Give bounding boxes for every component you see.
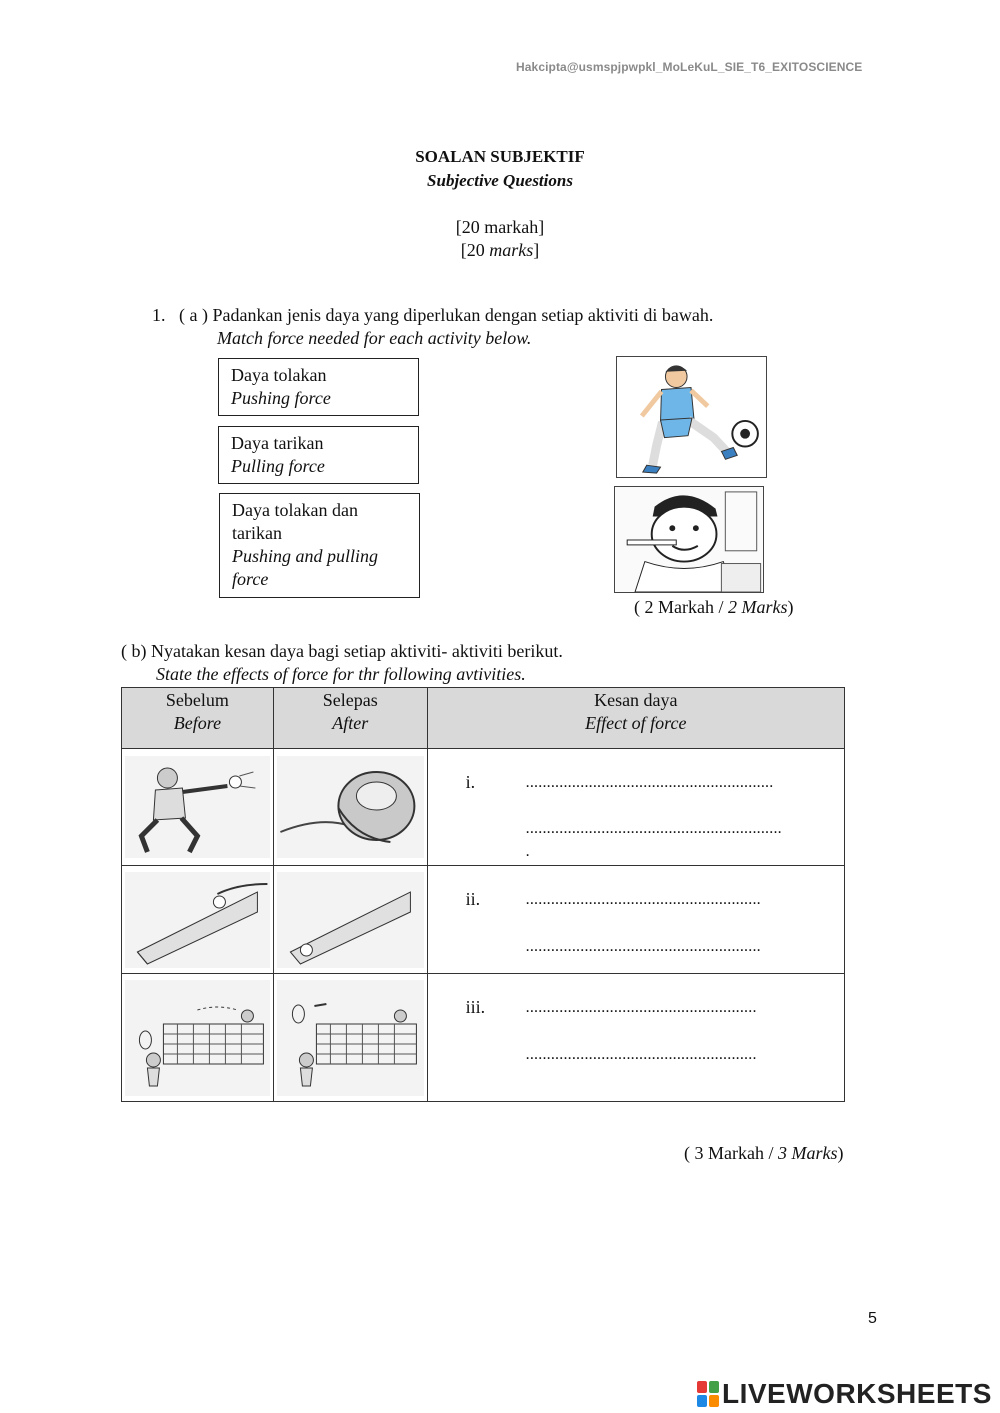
question-1b-translation: State the effects of force for thr following avtivities. (156, 664, 526, 684)
answer-line[interactable]: ....................................................... (525, 1046, 757, 1063)
answer-number: iii. (465, 997, 486, 1017)
answer-line[interactable]: ........................................................... (525, 774, 774, 791)
after-catcher-image (273, 749, 427, 866)
before-ramp-image (122, 866, 274, 974)
answer-line[interactable]: ............................................................. (525, 820, 782, 837)
header-before: Sebelum Before (122, 688, 274, 749)
answer-number: i. (465, 772, 476, 792)
before-badminton-image (122, 974, 274, 1102)
answer-number: ii. (465, 889, 481, 909)
total-marks-ms: [20 markah] (455, 217, 545, 237)
option-label-en: Pulling force (231, 456, 325, 476)
liveworksheets-logo (697, 1378, 992, 1410)
table-header-row (122, 688, 845, 749)
answer-cell-i (427, 749, 844, 866)
header-effect: Kesan daya Effect of force (427, 688, 844, 749)
option-pushing-pulling-force[interactable] (219, 493, 420, 598)
brand-text: LIVEWORKSHEETS (722, 1378, 992, 1409)
total-marks-en: [20 marks] (460, 240, 540, 260)
question-1b-text: ( b) Nyatakan kesan daya bagi setiap aktiviti- aktiviti berikut. (121, 641, 563, 661)
option-label-ms: Daya tolakan (231, 365, 327, 385)
question-1a-marks: ( 2 Markah / 2 Marks) (634, 597, 794, 617)
kicking-ball-image[interactable] (616, 356, 767, 478)
option-label-ms: Daya tarikan (231, 433, 324, 453)
option-label-ms: Daya tolakan dan tarikan (232, 500, 358, 543)
before-catcher-image (122, 749, 274, 866)
effects-table (121, 687, 845, 1102)
page-number: 5 (868, 1310, 877, 1327)
after-ramp-image (273, 866, 427, 974)
page-title: SOALAN SUBJEKTIF (415, 147, 585, 166)
answer-line[interactable]: ....................................................... (525, 999, 757, 1016)
answer-cell-ii (427, 866, 844, 974)
table-row (122, 749, 845, 866)
option-label-en: Pushing and pulling force (232, 546, 379, 589)
answer-line[interactable]: ........................................................ (525, 891, 761, 908)
answer-line-end: . (525, 843, 530, 860)
after-badminton-image (273, 974, 427, 1102)
option-pushing-force[interactable] (218, 358, 419, 416)
copyright-header: Hakcipta@usmspjpwpkl_MoLeKuL_SIE_T6_EXITOSCIENCE (516, 60, 863, 74)
table-row (122, 974, 845, 1102)
brushing-teeth-image[interactable] (614, 486, 764, 593)
page-subtitle: Subjective Questions (427, 171, 573, 190)
answer-cell-iii (427, 974, 844, 1102)
answer-line[interactable]: ........................................................ (525, 938, 761, 955)
logo-icon (697, 1381, 719, 1407)
question-1b-marks: ( 3 Markah / 3 Marks) (684, 1143, 844, 1163)
question-1a-translation: Match force needed for each activity below. (217, 328, 532, 348)
option-pulling-force[interactable] (218, 426, 419, 484)
header-after: Selepas After (273, 688, 427, 749)
table-row (122, 866, 845, 974)
question-1a-text: 1. ( a ) Padankan jenis daya yang diperlukan dengan setiap aktiviti di bawah. (152, 305, 714, 325)
option-label-en: Pushing force (231, 388, 331, 408)
